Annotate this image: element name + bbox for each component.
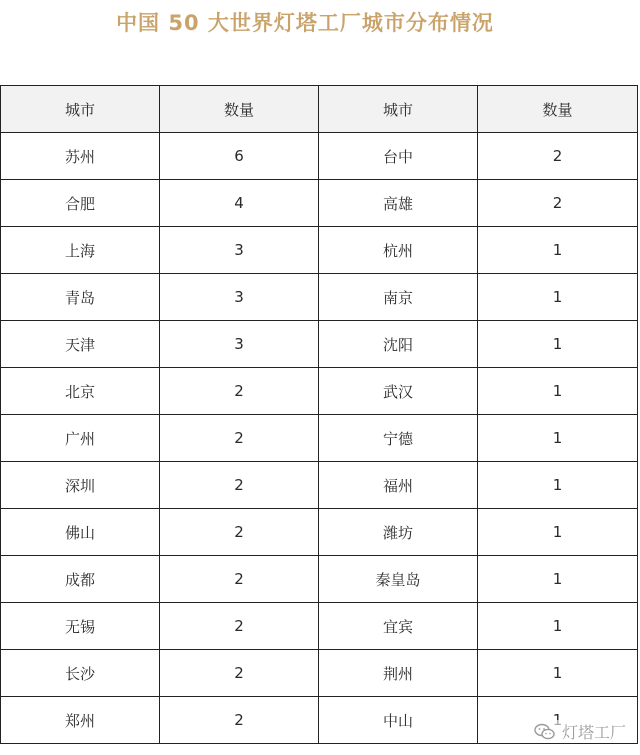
cell-count-left: 2	[160, 650, 319, 697]
cell-city-right: 高雄	[319, 180, 478, 227]
table-header-row	[1, 86, 638, 133]
table-row	[1, 274, 638, 321]
table-row	[1, 509, 638, 556]
city-distribution-table	[0, 85, 638, 744]
cell-count-right: 1	[478, 462, 638, 509]
cell-count-left: 3	[160, 321, 319, 368]
cell-city-left: 无锡	[1, 603, 160, 650]
wechat-icon	[534, 723, 556, 741]
cell-city-right: 沈阳	[319, 321, 478, 368]
cell-count-right: 1	[478, 509, 638, 556]
cell-count-right: 1	[478, 603, 638, 650]
cell-city-left: 北京	[1, 368, 160, 415]
cell-count-left: 2	[160, 415, 319, 462]
cell-count-left: 2	[160, 556, 319, 603]
cell-city-right: 潍坊	[319, 509, 478, 556]
watermark	[532, 720, 628, 743]
table-row	[1, 650, 638, 697]
cell-city-left: 成都	[1, 556, 160, 603]
cell-city-right: 武汉	[319, 368, 478, 415]
cell-count-left: 2	[160, 368, 319, 415]
cell-city-left: 苏州	[1, 133, 160, 180]
cell-city-right: 中山	[319, 697, 478, 744]
cell-city-right: 福州	[319, 462, 478, 509]
table-row	[1, 462, 638, 509]
cell-city-left: 郑州	[1, 697, 160, 744]
table-row	[1, 556, 638, 603]
cell-city-left: 天津	[1, 321, 160, 368]
cell-count-right: 1	[478, 227, 638, 274]
header-city-right: 城市	[319, 86, 478, 133]
cell-city-right: 荆州	[319, 650, 478, 697]
table-row	[1, 180, 638, 227]
cell-city-left: 深圳	[1, 462, 160, 509]
cell-count-right: 1	[478, 650, 638, 697]
watermark-text: 灯塔工厂	[561, 723, 626, 742]
table-row	[1, 133, 638, 180]
table-row	[1, 321, 638, 368]
cell-count-left: 2	[160, 509, 319, 556]
cell-city-right: 杭州	[319, 227, 478, 274]
cell-count-right: 2	[478, 133, 638, 180]
cell-city-left: 青岛	[1, 274, 160, 321]
table-body	[1, 133, 638, 744]
cell-city-left: 上海	[1, 227, 160, 274]
cell-city-left: 广州	[1, 415, 160, 462]
cell-city-left: 佛山	[1, 509, 160, 556]
cell-count-left: 3	[160, 274, 319, 321]
cell-city-left: 长沙	[1, 650, 160, 697]
cell-city-right: 秦皇岛	[319, 556, 478, 603]
header-city-left: 城市	[1, 86, 160, 133]
cell-count-left: 4	[160, 180, 319, 227]
table-row	[1, 415, 638, 462]
cell-count-left: 6	[160, 133, 319, 180]
cell-city-left: 合肥	[1, 180, 160, 227]
table-row	[1, 603, 638, 650]
cell-count-right: 1	[478, 274, 638, 321]
cell-count-right: 1	[478, 368, 638, 415]
cell-city-right: 宜宾	[319, 603, 478, 650]
cell-city-right: 宁德	[319, 415, 478, 462]
cell-count-left: 3	[160, 227, 319, 274]
cell-count-right: 2	[478, 180, 638, 227]
cell-city-right: 南京	[319, 274, 478, 321]
cell-count-right: 1	[478, 321, 638, 368]
table-row	[1, 227, 638, 274]
cell-count-left: 2	[160, 462, 319, 509]
cell-count-right: 1	[478, 556, 638, 603]
header-count-left: 数量	[160, 86, 319, 133]
cell-count-left: 2	[160, 697, 319, 744]
cell-city-right: 台中	[319, 133, 478, 180]
cell-count-left: 2	[160, 603, 319, 650]
table-row	[1, 368, 638, 415]
page-title: 中国 50 大世界灯塔工厂城市分布情况	[116, 11, 494, 35]
cell-count-right: 1	[478, 415, 638, 462]
header-count-right: 数量	[478, 86, 638, 133]
